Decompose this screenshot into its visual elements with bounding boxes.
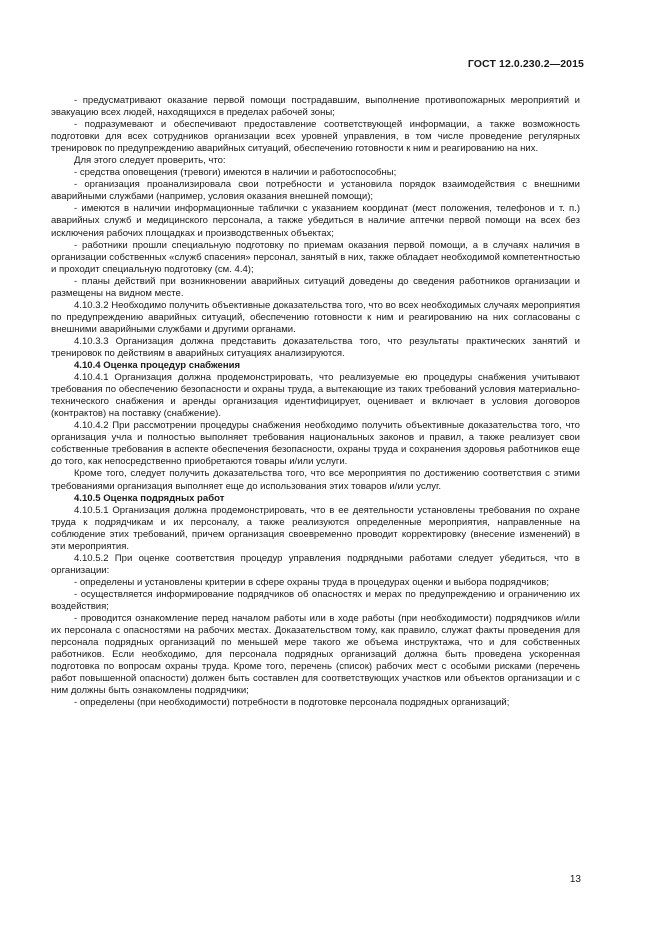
page-number: 13: [569, 874, 581, 885]
paragraph: Для этого следует проверить, что:: [74, 155, 226, 167]
paragraph: - осуществляется информирование подрядчиков об опасностях и мерах по предупреждению и ограничению их воздействия;: [51, 588, 580, 612]
paragraph: 4.10.3.3 Организация должна представить доказательства того, что результаты практических занятий и тренировок по действиям в аварийных ситуациях анализируются.: [51, 335, 580, 359]
paragraph: 4.10.4.2 При рассмотрении процедуры снабжения необходимо получить объективные доказательства того, что организация учла и полностью выполняет требования национальных законов и правил, а также реализует свои собственные требования в аспекте обеспечения безопасности, охраны труда и сохранения здоровья работников еще до того, как непосредственно приобретаются товары и/или услуги.: [51, 420, 580, 468]
paragraph: - подразумевают и обеспечивают предоставление соответствующей информации, а также возможность подготовки для всех сотрудников организации всех уровней управления, в том числе проведение регулярных тренировок по предупреждению аварийных ситуаций, обеспечению готовности к ним и реагированию на них.: [51, 119, 580, 155]
paragraph: - определены (при необходимости) потребности в подготовке персонала подрядных организаций;: [74, 697, 510, 709]
section-heading: 4.10.5 Оценка подрядных работ: [74, 492, 225, 504]
document-header: ГОСТ 12.0.230.2—2015: [467, 58, 584, 70]
document-body: [51, 95, 580, 709]
paragraph: - планы действий при возникновении аварийных ситуаций доведены до сведения работников организации и размещены на видном месте.: [51, 275, 580, 299]
paragraph: - организация проанализировала свои потребности и установила порядок взаимодействия с внешними аварийными службами (например, условия оказания внешней помощи);: [51, 179, 580, 203]
paragraph: 4.10.5.2 При оценке соответствия процедур управления подрядными работами следует убедиться, что в организации:: [51, 552, 580, 576]
paragraph: - работники прошли специальную подготовку по приемам оказания первой помощи, а в случаях наличия в организации собственных «служб спасения» персонал, занятый в них, также обладает необходимой компетентностью и проходит специальную подготовку (см. 4.4);: [51, 239, 580, 275]
paragraph: - проводится ознакомление перед началом работы или в ходе работы (при необходимости) подрядчиков и/или их персонала с опасностями на рабочих местах. Доказательством тому, как правило, служат факты проведения для персонала подрядных организаций по меньшей мере такого же объема инструктажа, что и для собственных работников. Если необходимо, для персонала подрядных организаций должна быть проведена ускоренная подготовка по вопросам охраны труда. Кроме того, перечень (список) рабочих мест с особыми рисками (перечень работ повышенной опасности) должен быть составлен для соответствующих участков или объектов организации и с ним должны быть ознакомлены подрядчики;: [51, 613, 580, 697]
paragraph: - предусматривают оказание первой помощи пострадавшим, выполнение противопожарных мероприятий и эвакуацию всех людей, находящихся в пределах рабочей зоны;: [51, 95, 580, 119]
paragraph: 4.10.5.1 Организация должна продемонстрировать, что в ее деятельности установлены требования по охране труда к подрядчикам и их персоналу, а также реализуются определенные мероприятия, направленные на соблюдение этих требований, причем организация своевременно проводит корректировку (внесение изменений) в эти мероприятия.: [51, 504, 580, 552]
paragraph: - средства оповещения (тревоги) имеются в наличии и работоспособны;: [74, 167, 397, 179]
paragraph: - определены и установлены критерии в сфере охраны труда в процедурах оценки и выбора подрядчиков;: [74, 576, 549, 588]
paragraph: Кроме того, следует получить доказательства того, что все мероприятия по достижению соответствия с этими требованиями организация выполняет еще до использования этих товаров и/или услуг.: [51, 468, 580, 492]
paragraph: 4.10.3.2 Необходимо получить объективные доказательства того, что во всех необходимых случаях мероприятия по предупреждению аварийных ситуаций, обеспечению готовности к ним и реагированию на них согласованы с внешними аварийными службами и другими органами.: [51, 299, 580, 335]
paragraph: - имеются в наличии информационные таблички с указанием координат (мест положения, телефонов и т. п.) аварийных служб и медицинского персонала, а также убедиться в наличие аптечки первой помощи на всех без исключения рабочих площадках и производственных объектах;: [51, 203, 580, 239]
paragraph: 4.10.4.1 Организация должна продемонстрировать, что реализуемые ею процедуры снабжения учитывают требования по обеспечению безопасности и охраны труда, а вытекающие из таких требований условия материально-технического снабжения и аренды организация идентифицирует, оценивает и включает в условия договоров (контрактов) на поставку (снабжение).: [51, 372, 580, 420]
section-heading: 4.10.4 Оценка процедур снабжения: [74, 360, 241, 372]
